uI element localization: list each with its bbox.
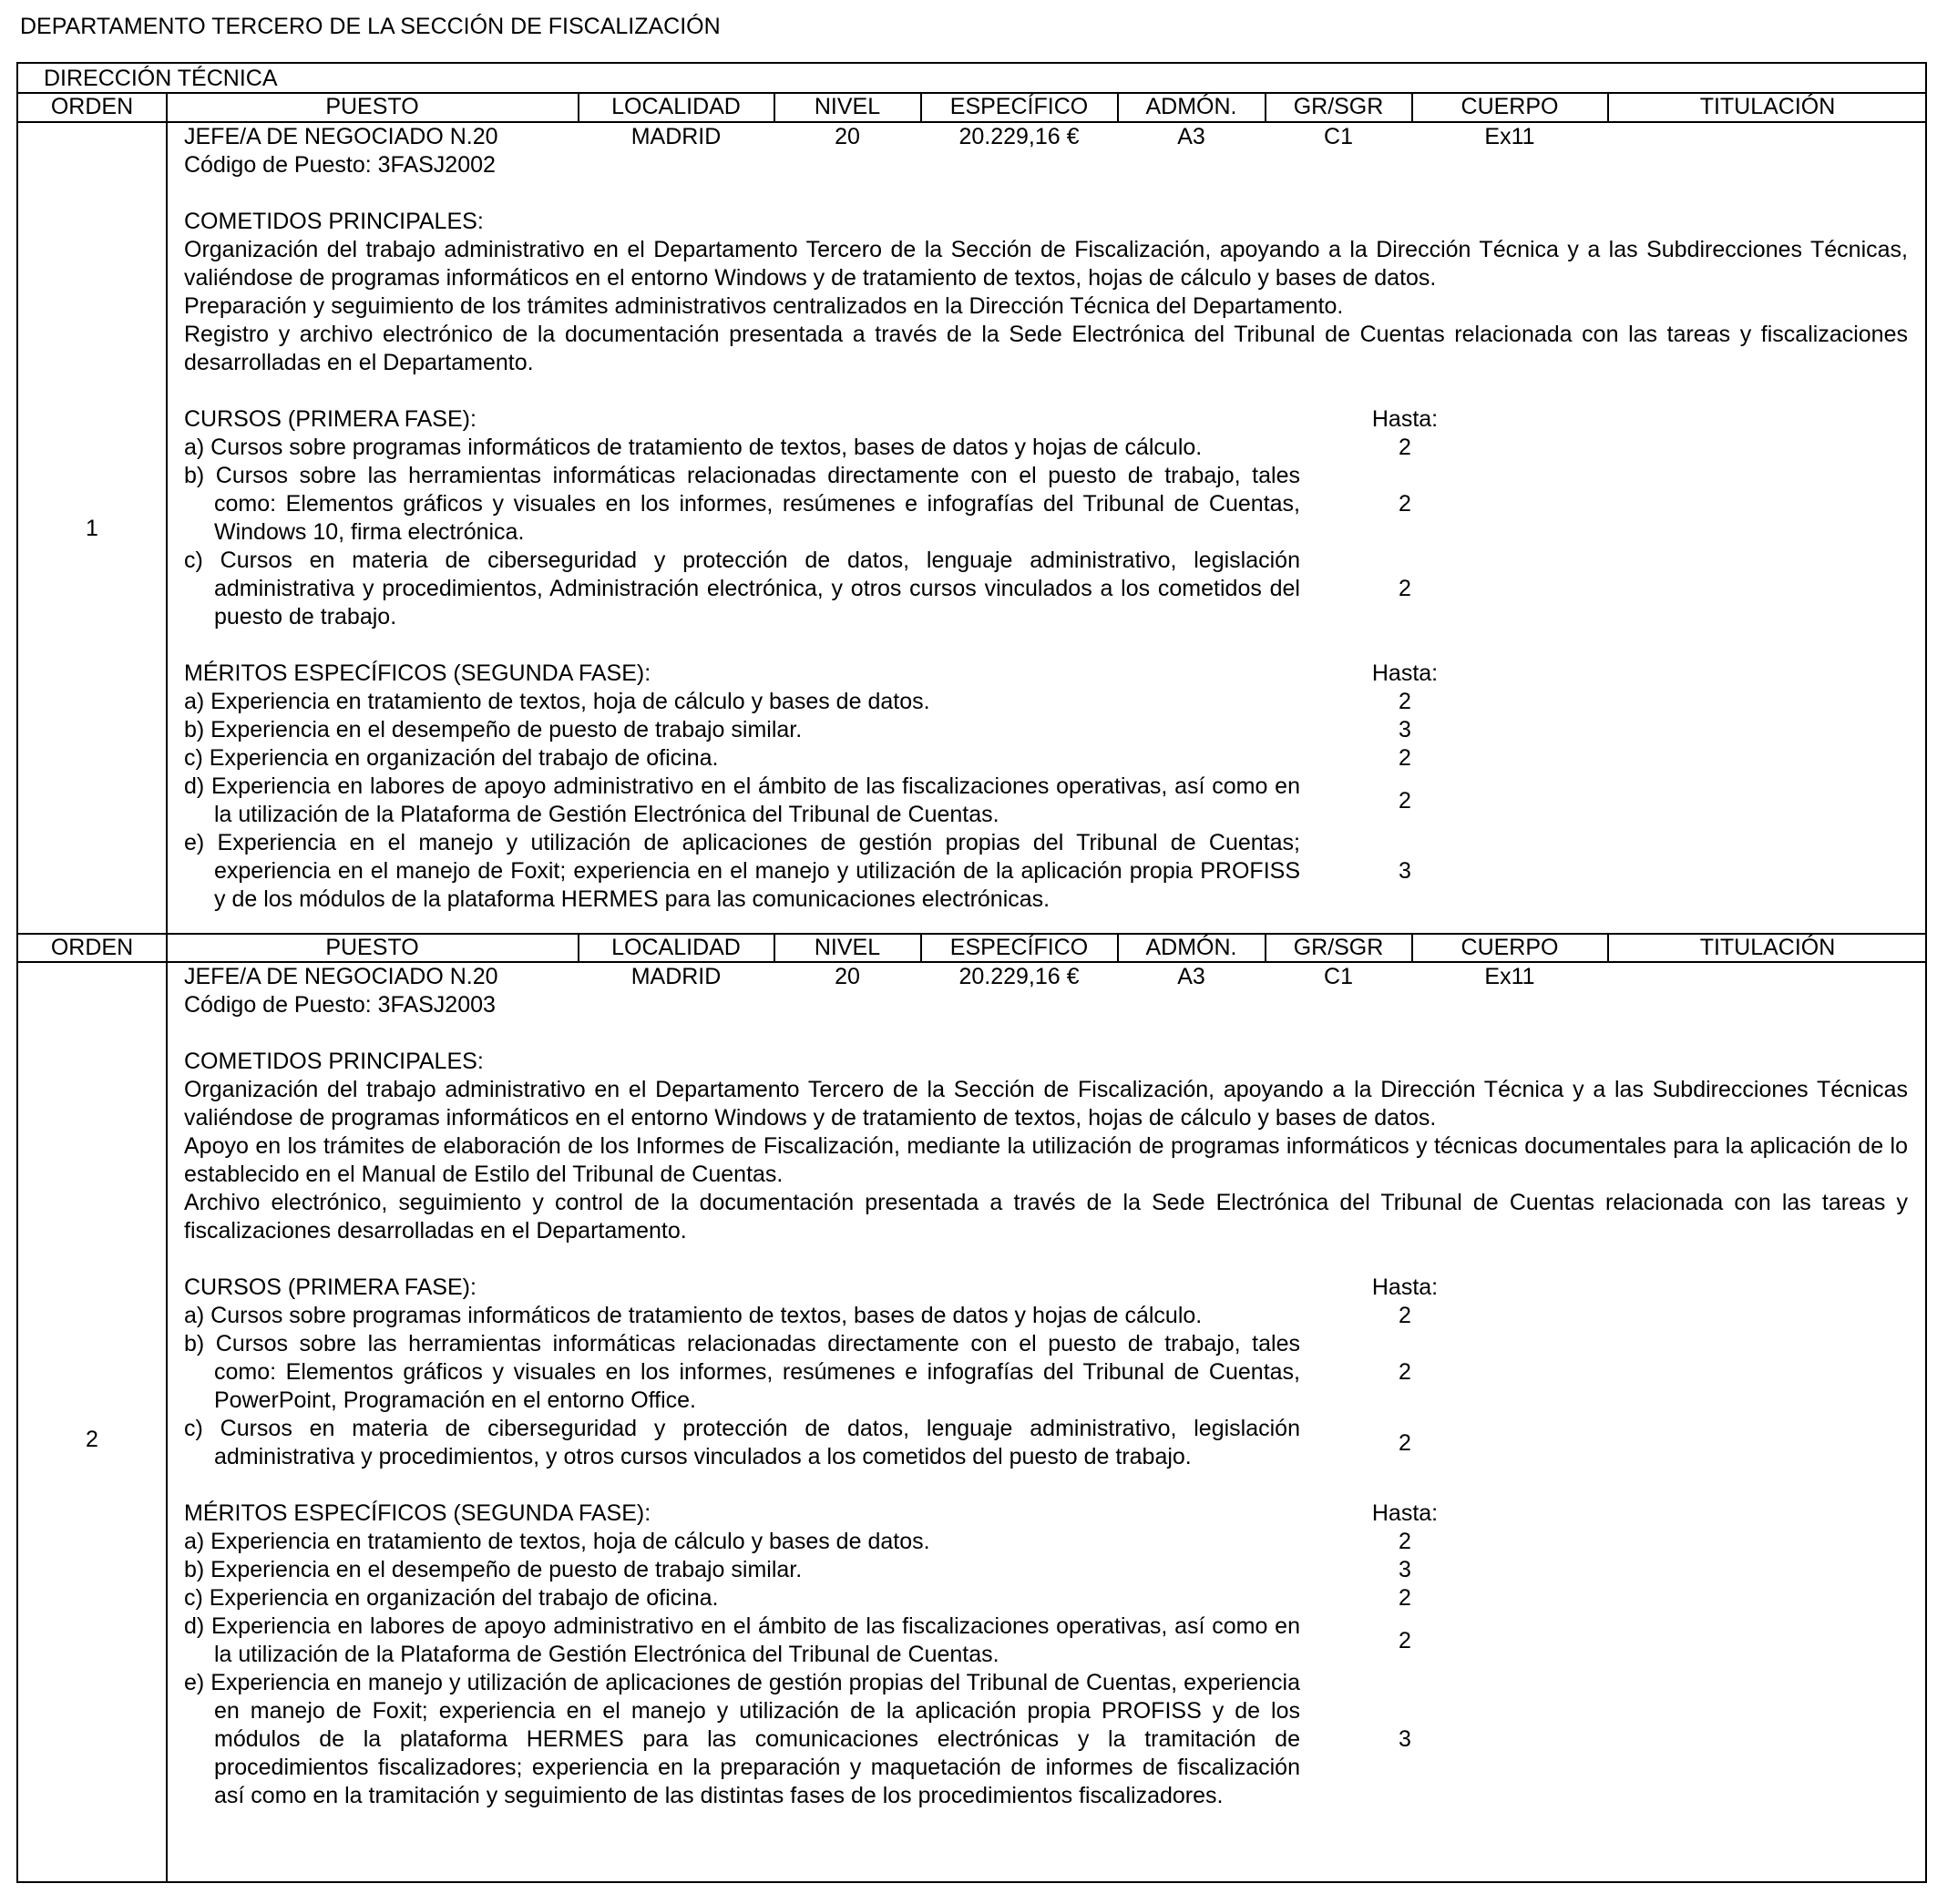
merito-text: a) Experiencia en tratamiento de textos, hoja de cálculo y bases de datos. bbox=[184, 1529, 930, 1554]
orden-divider-2 bbox=[166, 933, 168, 1883]
especifico-value: 20.229,16 € bbox=[958, 964, 1080, 989]
merito-points: 3 bbox=[1399, 717, 1411, 742]
cursos-hasta-label: Hasta: bbox=[1371, 406, 1439, 432]
merito-text: c) Experiencia en organización del trabajo de oficina. bbox=[184, 745, 719, 771]
curso-text: b) Cursos sobre las herramientas informáticas relacionadas directamente con el puesto de trabajo, tales como: Elementos gráficos y visuales en los informes, resúmenes e infografías del Tribunal de Cuentas, PowerPoint, Programación en el entorno Office. bbox=[184, 1331, 1300, 1413]
header-grupo: GR/SGR bbox=[1293, 935, 1384, 960]
merito-text: b) Experiencia en el desempeño de puesto de trabajo similar. bbox=[184, 1557, 803, 1582]
cometido-paragraph: Apoyo en los trámites de elaboración de los Informes de Fiscalización, mediante la utilización de programas informáticos y técnicas documentales para la aplicación de lo establecido en el Manual de Estilo del Tribunal de Cuentas. bbox=[184, 1133, 1908, 1187]
merito-text: d) Experiencia en labores de apoyo administrativo en el ámbito de las fiscalizaciones operativas, así como en la utilización de la Plataforma de Gestión Electrónica del Tribunal de Cuentas. bbox=[184, 773, 1300, 827]
cometido-paragraph: Organización del trabajo administrativo en el Departamento Tercero de la Sección de Fiscalización, apoyando a la Dirección Técnica y a las Subdirecciones Técnicas, valiéndose de programas informáticos en el entorno Windows y de tratamiento de textos, hojas de cálculo y bases de datos. bbox=[184, 237, 1908, 291]
list-item bbox=[184, 1330, 1908, 1415]
curso-points: 2 bbox=[1399, 1303, 1411, 1328]
position-details bbox=[184, 963, 1908, 1810]
merito-text: c) Experiencia en organización del trabajo de oficina. bbox=[184, 1585, 719, 1611]
cuerpo-value: Ex11 bbox=[1484, 964, 1535, 989]
cursos-title: CURSOS (PRIMERA FASE): bbox=[184, 406, 477, 432]
cometidos-title: COMETIDOS PRINCIPALES: bbox=[184, 1049, 484, 1074]
list-item bbox=[184, 1584, 1908, 1612]
nivel-value: 20 bbox=[835, 964, 860, 989]
curso-text: a) Cursos sobre programas informáticos de tratamiento de textos, bases de datos y hojas de cálculo. bbox=[184, 1303, 1203, 1328]
orden-number: 1 bbox=[86, 516, 98, 541]
cursos-title: CURSOS (PRIMERA FASE): bbox=[184, 1274, 477, 1300]
merito-points: 2 bbox=[1399, 787, 1411, 814]
header-cuerpo: CUERPO bbox=[1460, 935, 1559, 960]
header-especifico: ESPECÍFICO bbox=[949, 935, 1089, 960]
curso-text: c) Cursos en materia de ciberseguridad y protección de datos, lenguaje administrativo, legislación administrativa y procedimientos, y otros cursos vinculados a los cometidos del puesto de trabajo. bbox=[184, 1416, 1300, 1469]
grupo-value: C1 bbox=[1324, 124, 1353, 149]
grupo-value: C1 bbox=[1324, 964, 1353, 989]
curso-points: 2 bbox=[1399, 435, 1411, 460]
admon-value: A3 bbox=[1177, 124, 1205, 149]
header-admon: ADMÓN. bbox=[1145, 935, 1237, 960]
cometido-paragraph: Archivo electrónico, seguimiento y control de la documentación presentada a través de la Sede Electrónica del Tribunal de Cuentas relacionada con las tareas y fiscalizaciones desarrolladas en el Departamento. bbox=[184, 1190, 1908, 1244]
merito-text: a) Experiencia en tratamiento de textos, hoja de cálculo y bases de datos. bbox=[184, 689, 930, 714]
header-puesto: PUESTO bbox=[325, 94, 419, 119]
header-puesto: PUESTO bbox=[325, 935, 419, 960]
puesto-name: JEFE/A DE NEGOCIADO N.20 bbox=[184, 964, 498, 989]
curso-text: c) Cursos en materia de ciberseguridad y protección de datos, lenguaje administrativo, legislación administrativa y procedimientos, Administración electrónica, y otros cursos vinculados a los cometidos del puesto de trabajo. bbox=[184, 548, 1300, 630]
cuerpo-value: Ex11 bbox=[1484, 124, 1535, 149]
list-item bbox=[184, 744, 1908, 773]
cometidos-title: COMETIDOS PRINCIPALES: bbox=[184, 209, 484, 234]
header-nivel: NIVEL bbox=[814, 94, 881, 119]
curso-points: 2 bbox=[1399, 576, 1411, 601]
header-especifico: ESPECÍFICO bbox=[949, 94, 1089, 119]
merito-text: d) Experiencia en labores de apoyo administrativo en el ámbito de las fiscalizaciones operativas, así como en la utilización de la Plataforma de Gestión Electrónica del Tribunal de Cuentas. bbox=[184, 1613, 1300, 1667]
meritos-hasta-label: Hasta: bbox=[1371, 660, 1439, 686]
nivel-value: 20 bbox=[835, 124, 860, 149]
orden-divider-1 bbox=[166, 92, 168, 933]
list-item bbox=[184, 462, 1908, 547]
localidad-value: MADRID bbox=[630, 124, 722, 149]
meritos-hasta-label: Hasta: bbox=[1371, 1500, 1439, 1526]
puesto-name: JEFE/A DE NEGOCIADO N.20 bbox=[184, 124, 498, 149]
meritos-title: MÉRITOS ESPECÍFICOS (SEGUNDA FASE): bbox=[184, 660, 651, 686]
header-orden: ORDEN bbox=[50, 94, 134, 119]
list-item bbox=[184, 773, 1908, 829]
header-titulacion: TITULACIÓN bbox=[1699, 94, 1836, 119]
merito-points: 3 bbox=[1399, 1557, 1411, 1582]
section-title: DIRECCIÓN TÉCNICA bbox=[44, 66, 278, 91]
merito-points: 3 bbox=[1399, 858, 1411, 884]
curso-points: 2 bbox=[1399, 491, 1411, 517]
positions-table bbox=[16, 62, 1927, 1883]
merito-points: 2 bbox=[1399, 1585, 1411, 1611]
puesto-code: Código de Puesto: 3FASJ2003 bbox=[184, 992, 496, 1018]
curso-text: a) Cursos sobre programas informáticos de tratamiento de textos, bases de datos y hojas de cálculo. bbox=[184, 435, 1203, 460]
list-item bbox=[184, 1528, 1908, 1556]
position-details bbox=[184, 123, 1908, 914]
header-admon: ADMÓN. bbox=[1145, 94, 1237, 119]
header-titulacion: TITULACIÓN bbox=[1699, 935, 1836, 960]
merito-points: 2 bbox=[1399, 1627, 1411, 1653]
list-item bbox=[184, 1612, 1908, 1669]
page-title: DEPARTAMENTO TERCERO DE LA SECCIÓN DE FISCALIZACIÓN bbox=[20, 14, 721, 39]
header-localidad: LOCALIDAD bbox=[611, 935, 741, 960]
cursos-hasta-label: Hasta: bbox=[1371, 1274, 1439, 1300]
merito-text: b) Experiencia en el desempeño de puesto de trabajo similar. bbox=[184, 717, 803, 742]
merito-text: e) Experiencia en el manejo y utilización de aplicaciones de gestión propias del Tribunal de Cuentas; experiencia en el manejo de Foxit; experiencia en el manejo y utilización de la aplicación propia PROFISS y de los módulos de la plataforma HERMES para las comunicaciones electrónicas. bbox=[184, 830, 1300, 912]
curso-points: 2 bbox=[1399, 1429, 1411, 1456]
header-nivel: NIVEL bbox=[814, 935, 881, 960]
list-item bbox=[184, 434, 1908, 462]
list-item bbox=[184, 688, 1908, 716]
header-cuerpo: CUERPO bbox=[1460, 94, 1559, 119]
list-item bbox=[184, 1415, 1908, 1471]
header-grupo: GR/SGR bbox=[1293, 94, 1384, 119]
cometido-paragraph: Organización del trabajo administrativo en el Departamento Tercero de la Sección de Fiscalización, apoyando a la Dirección Técnica y a las Subdirecciones Técnicas valiéndose de programas informáticos en el entorno Windows y de tratamiento de textos, hojas de cálculo y bases de datos. bbox=[184, 1077, 1908, 1131]
admon-value: A3 bbox=[1177, 964, 1205, 989]
merito-text: e) Experiencia en manejo y utilización de aplicaciones de gestión propias del Tribunal de Cuentas, experiencia en manejo de Foxit; experiencia en el manejo y utilización de la aplicación propia PROFISS y de los módulos de la plataforma HERMES para las comunicaciones electrónicas y la tramitación de procedimientos fiscalizadores; experiencia en la preparación y maquetación de informes de fiscalización así como en la tramitación y seguimiento de las distintas fases de los procedimientos fiscalizadores. bbox=[184, 1670, 1300, 1808]
curso-points: 2 bbox=[1399, 1359, 1411, 1385]
list-item bbox=[184, 829, 1908, 914]
cometido-paragraph: Preparación y seguimiento de los trámites administrativos centralizados en la Dirección Técnica del Departamento. bbox=[184, 293, 1344, 319]
especifico-value: 20.229,16 € bbox=[958, 124, 1080, 149]
cometido-paragraph: Registro y archivo electrónico de la documentación presentada a través de la Sede Electrónica del Tribunal de Cuentas relacionada con las tareas y fiscalizaciones desarrolladas en el Departamento. bbox=[184, 322, 1908, 375]
list-item bbox=[184, 1302, 1908, 1330]
merito-points: 2 bbox=[1399, 1529, 1411, 1554]
list-item bbox=[184, 1669, 1908, 1810]
meritos-title: MÉRITOS ESPECÍFICOS (SEGUNDA FASE): bbox=[184, 1500, 651, 1526]
list-item bbox=[184, 1556, 1908, 1584]
puesto-code: Código de Puesto: 3FASJ2002 bbox=[184, 152, 496, 178]
localidad-value: MADRID bbox=[630, 964, 722, 989]
header-orden: ORDEN bbox=[50, 935, 134, 960]
header-localidad: LOCALIDAD bbox=[611, 94, 741, 119]
orden-number: 2 bbox=[86, 1427, 98, 1452]
list-item bbox=[184, 716, 1908, 744]
merito-points: 3 bbox=[1399, 1726, 1411, 1752]
merito-points: 2 bbox=[1399, 689, 1411, 714]
list-item bbox=[184, 547, 1908, 631]
curso-text: b) Cursos sobre las herramientas informáticas relacionadas directamente con el puesto de trabajo, tales como: Elementos gráficos y visuales en los informes, resúmenes e infografías del Tribunal de Cuentas, Windows 10, firma electrónica. bbox=[184, 463, 1300, 545]
merito-points: 2 bbox=[1399, 745, 1411, 771]
